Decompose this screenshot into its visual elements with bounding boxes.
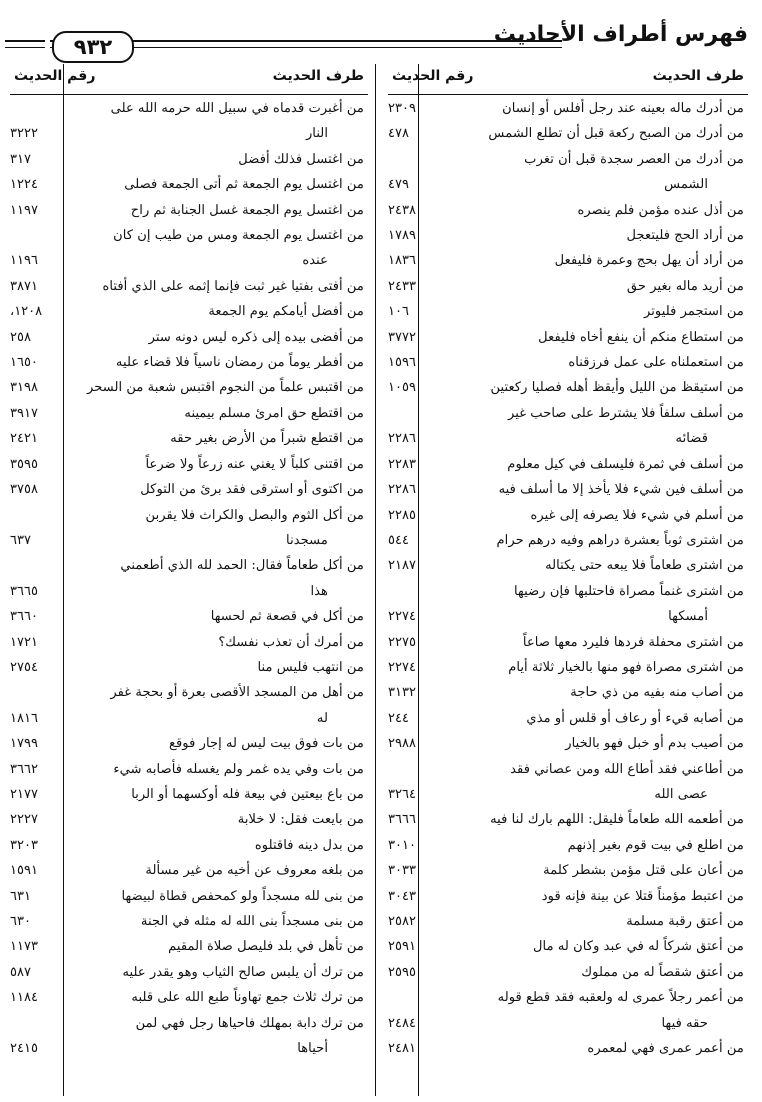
hadith-number: ٣٢٦٤ [388, 786, 416, 802]
hadith-number: ٤٧٨ [388, 126, 409, 142]
hadith-text: من اقتطع شبراً من الأرض بغير حقه [170, 431, 364, 447]
hadith-number: ١٠٦ [388, 304, 409, 320]
hadith-text-continued: عنده [302, 253, 328, 269]
hadith-number: ١٧٢١ [10, 634, 38, 650]
index-entry [388, 401, 748, 452]
hadith-text: من أمرك أن تعذب نفسك؟ [218, 634, 364, 650]
hadith-text: من بنى لله مسجداً ولو كمحفص قطاة لبيضها [121, 888, 364, 904]
hadith-text-continued: النار [305, 126, 328, 142]
index-entry [388, 248, 748, 273]
hadith-text: من اشترى غنماً مصراة فاحتلبها فإن رضيها [514, 583, 744, 599]
hadith-number: ٢٣٠٩ [388, 101, 416, 116]
hadith-number: ٥٤٤ [388, 532, 409, 548]
hadith-number: ٣٢٢٢ [10, 126, 38, 142]
hadith-number: ٣٥٩٥ [10, 456, 38, 472]
index-entry [388, 121, 748, 146]
hadith-text: من أعتق شركاً له في عبد وكان له مال [532, 939, 744, 955]
hadith-text: من أغبرت قدماه في سبيل الله حرمه الله على [110, 101, 364, 116]
index-entry [10, 350, 368, 375]
index-entry [10, 757, 368, 782]
index-entry [388, 909, 748, 934]
index-entry [388, 680, 748, 705]
hadith-number: ٦٣٧ [10, 532, 31, 548]
text-column-label: طرف الحديث [272, 68, 364, 84]
hadith-text: من بات فوق بيت ليس له إجار فوقع [168, 736, 364, 752]
hadith-number: ٣٨٧١ [10, 278, 38, 294]
right-column-header [388, 64, 748, 96]
index-entry [10, 452, 368, 477]
hadith-number: ٣٧٥٨ [10, 482, 38, 498]
hadith-text: من بدل دينه فاقتلوه [254, 837, 364, 853]
hadith-number: ٢٤٤ [388, 710, 409, 726]
hadith-text-continued: عصى الله [654, 786, 708, 802]
number-column-label: رقم الحديث [392, 68, 474, 84]
hadith-text: من أسلف فين شيء فلا يأخذ إلا ما أسلف فيه [498, 482, 744, 498]
hadith-text: من أكل طعاماً فقال: الحمد لله الذي أطعمني [120, 558, 364, 574]
hadith-text-continued: أحياها [297, 1041, 328, 1057]
hadith-number: ٢٤٣٨ [388, 202, 416, 218]
hadith-text: من أعمر عمرى فهي لمعمره [587, 1041, 744, 1057]
hadith-number: ٢٥٨ [10, 329, 31, 345]
column-divider [375, 64, 376, 1096]
index-entry [10, 375, 368, 400]
hadith-text: من باع بيعتين في بيعة فله أوكسهما أو الربا [131, 786, 364, 802]
index-entry [388, 477, 748, 502]
hadith-text: من بات وفي يده غمر ولم يغسله فأصابه شيء [113, 761, 364, 777]
index-entry [10, 680, 368, 731]
hadith-text-continued: الشمس [664, 177, 708, 193]
hadith-text-continued: قضائه [675, 431, 708, 447]
index-entry [388, 528, 748, 553]
index-entry [10, 884, 368, 909]
index-entry [10, 172, 368, 197]
hadith-text: من ترك دابة بمهلك فاحياها رجل فهي لمن [135, 1015, 364, 1031]
number-column-label: رقم الحديث [14, 68, 96, 84]
hadith-number: ٢٢٨٣ [388, 456, 416, 472]
hadith-number: ٣٧٧٢ [388, 329, 416, 345]
index-entry [10, 426, 368, 451]
hadith-text: من استطاع منكم أن ينفع أخاه فليفعل [538, 329, 744, 345]
hadith-text: من اغتسل فذلك أفضل [238, 151, 364, 167]
hadith-text: من اغتسل يوم الجمعة غسل الجنابة ثم راح [130, 202, 364, 218]
hadith-text: من اشترى طعاماً فلا يبعه حتى يكتاله [545, 558, 744, 574]
index-entry [10, 477, 368, 502]
hadith-text-continued: حقه فيها [661, 1015, 708, 1031]
hadith-number: ١١٩٧ [10, 202, 38, 218]
index-entry [10, 731, 368, 756]
hadith-number: ١٠٥٩ [388, 380, 416, 396]
index-entry [10, 96, 368, 147]
hadith-number: ٢٢٧٤ [388, 659, 416, 675]
hadith-text: من اطلع في بيت قوم بغير إذنهم [567, 837, 744, 853]
page-title: فهرس أطراف الأحاديث [493, 22, 748, 47]
hadith-text: من اغتسل يوم الجمعة ومس من طيب إن كان [113, 228, 364, 244]
index-entry [388, 223, 748, 248]
hadith-text: من اغتسل يوم الجمعة ثم أتى الجمعة فصلى [124, 177, 364, 193]
hadith-number: ٢٤٨١ [388, 1041, 416, 1057]
hadith-number: ٣٠٤٣ [388, 888, 416, 904]
header-rule-left [5, 40, 45, 48]
index-entry [388, 147, 748, 198]
hadith-number: ٢٤٢١ [10, 431, 38, 447]
hadith-text: من أصاب منه بفيه من ذي حاجة [570, 685, 744, 701]
hadith-number: ٢٤٣٣ [388, 278, 416, 294]
index-entry [10, 1011, 368, 1062]
hadith-text: من استجمر فليوتر [643, 304, 744, 320]
hadith-text: من اقتطع حق امرئ مسلم بيمينه [184, 405, 364, 421]
hadith-number: ١١٨٤ [10, 990, 38, 1006]
hadith-number: ٢٩٨٨ [388, 736, 416, 752]
hadith-text: من اقتبس علماً من النجوم اقتبس شعبة من السحر [86, 380, 364, 396]
index-entry [388, 350, 748, 375]
right-column [388, 64, 748, 1096]
hadith-number: ١٧٨٩ [388, 228, 416, 244]
index-entry [10, 630, 368, 655]
index-entry [388, 96, 748, 121]
index-entry [10, 274, 368, 299]
hadith-text: من بنى مسجداً بنى الله له مثله في الجنة [140, 914, 364, 929]
hadith-number: ٢١٧٧ [10, 786, 38, 802]
index-entry [10, 223, 368, 274]
hadith-text: من اشترى مصراة فهو منها بالخيار ثلاثة أيام [508, 659, 744, 675]
hadith-number: ٣٢٠٣ [10, 837, 38, 853]
hadith-text: من بلغه معروف عن أخيه من غير مسألة [145, 863, 364, 879]
hadith-number: ٢٥٩١ [388, 939, 416, 955]
hadith-text: من أصيب بدم أو خبل فهو بالخيار [565, 736, 744, 752]
index-entry [388, 731, 748, 756]
hadith-text: من اشترى محفلة فردها فليرد معها صاعاً [522, 634, 744, 650]
hadith-text: من أراد الحج فليتعجل [626, 228, 744, 244]
index-entry [10, 198, 368, 223]
hadith-text: من أفطر يوماً من رمضان ناسياً فلا قضاء عليه [115, 355, 364, 371]
hadith-text: من أسلف في ثمرة فليسلف في كيل معلوم [507, 456, 744, 472]
index-entry [10, 655, 368, 680]
index-entry [388, 1036, 748, 1061]
index-entry [388, 299, 748, 324]
hadith-number: ٢٢٨٦ [388, 431, 416, 447]
hadith-text: من ترك ثلاث جمع تهاوناً طبع الله على قلبه [131, 990, 364, 1006]
hadith-text: من ترك أن يلبس صالح الثياب وهو يقدر عليه [122, 964, 364, 980]
hadith-text: من استعملناه على عمل فرزقناه [568, 355, 744, 371]
hadith-text: من أطاعني فقد أطاع الله ومن عصاني فقد [510, 761, 744, 777]
index-entry [10, 401, 368, 426]
hadith-text: من أعمر رجلاً عمرى له ولعقبه فقد قطع قوله [497, 990, 744, 1006]
hadith-number: ٢١٨٧ [388, 558, 416, 574]
hadith-number: ٦٣١ [10, 888, 31, 904]
index-entry [388, 960, 748, 985]
index-entry [388, 706, 748, 731]
index-entry [388, 934, 748, 959]
index-entry [388, 884, 748, 909]
hadith-text: من بايعت فقل: لا خلابة [237, 812, 364, 828]
column-header-rule [10, 94, 368, 95]
hadith-number: ١٥٩٦ [388, 355, 416, 371]
hadith-number: ١٨٣٦ [388, 253, 416, 269]
hadith-number: ٣٩١٧ [10, 405, 38, 421]
hadith-text: من أطعمه الله طعاماً فليقل: اللهم بارك لنا فيه [490, 812, 744, 828]
index-entry [10, 299, 368, 324]
index-entry [10, 604, 368, 629]
index-entry [388, 833, 748, 858]
hadith-text: من اعتبط مؤمناً قتلا عن بينة فإنه قود [541, 888, 744, 904]
hadith-text: من أذل عنده مؤمن فلم ينصره [577, 202, 744, 218]
hadith-text-continued: مسجدنا [286, 532, 328, 548]
hadith-text: من اقتنى كلباً لا يغني عنه زرعاً ولا ضرعاً [145, 456, 364, 472]
index-entry [388, 375, 748, 400]
hadith-text: من انتهب فليس منا [257, 659, 364, 675]
index-entry [10, 782, 368, 807]
left-entry-list [10, 96, 368, 1061]
column-header-rule [388, 94, 748, 95]
hadith-number: ٣٦٦٢ [10, 761, 38, 777]
hadith-text: من أدرك من الصبح ركعة قبل أن تطلع الشمس [488, 126, 744, 142]
hadith-text-continued: هذا [310, 583, 328, 599]
right-entry-list [388, 96, 748, 1061]
hadith-text: من اكتوى أو استرقى فقد برئ من التوكل [140, 482, 364, 498]
hadith-number: ٣٠٣٣ [388, 863, 416, 879]
hadith-text: من أفضل أيامكم يوم الجمعة [208, 304, 364, 320]
hadith-number: ٢٤٨٤ [388, 1015, 416, 1031]
hadith-text-continued: أمسكها [668, 609, 708, 625]
hadith-text: من أعتق شقصاً له من مملوك [581, 964, 744, 980]
left-column [10, 64, 368, 1096]
hadith-number: ٦٣٠ [10, 914, 31, 929]
index-entry [388, 579, 748, 630]
index-entry [10, 325, 368, 350]
hadith-number: ٣١٣٢ [388, 685, 416, 701]
hadith-number: ٢٢٨٥ [388, 507, 416, 523]
hadith-text: من أريد ماله بغير حق [626, 278, 744, 294]
hadith-number: ١١٧٣ [10, 939, 38, 955]
hadith-number: ١٨١٦ [10, 710, 38, 726]
hadith-text: من أسلم في شيء فلا يصرفه إلى غيره [530, 507, 744, 523]
hadith-text: من أكل الثوم والبصل والكراث فلا يقربن [145, 507, 364, 523]
hadith-number: ١٦٥٠ [10, 355, 38, 371]
index-entry [388, 630, 748, 655]
hadith-text: من أعان على قتل مؤمن بشطر كلمة [543, 863, 744, 879]
hadith-number: ٢٢٧٥ [388, 634, 416, 650]
index-entry [10, 553, 368, 604]
hadith-number: ٢٢٨٦ [388, 482, 416, 498]
hadith-text: من أهل من المسجد الأقصى بعرة أو بحجة غفر [110, 685, 364, 701]
index-entry [388, 655, 748, 680]
hadith-number: ٣١٧ [10, 151, 31, 167]
hadith-text-continued: له [316, 710, 328, 726]
hadith-text: من أسلف سلفاً فلا يشترط على صاحب غير [507, 405, 744, 421]
hadith-text: من أدرك ماله بعينه عند رجل أفلس أو إنسان [502, 101, 744, 116]
hadith-text: من اشترى ثوباً بعشرة دراهم وفيه درهم حرام [496, 532, 744, 548]
hadith-text: من أفتى بفتيا غير ثبت فإنما إثمه على الذي أفتاه [102, 278, 364, 294]
index-entry [10, 934, 368, 959]
hadith-number: ٤٧٩ [388, 177, 409, 193]
index-entry [388, 503, 748, 528]
left-column-header [10, 64, 368, 96]
hadith-number: ٢٥٩٥ [388, 964, 416, 980]
hadith-number: ٢٢٧٤ [388, 609, 416, 625]
index-entry [10, 960, 368, 985]
hadith-text: من أراد أن يهل بحج وعمرة فليفعل [554, 253, 744, 269]
index-entry [388, 553, 748, 578]
index-entry [10, 147, 368, 172]
hadith-number: ٣٠١٠ [388, 837, 416, 853]
index-entry [388, 807, 748, 832]
hadith-number: ١١٩٦ [10, 253, 38, 269]
hadith-number: ٢٧٥٤ [10, 659, 38, 675]
page-number: ٩٣٢ [52, 31, 134, 63]
hadith-text: من أدرك من العصر سجدة قبل أن تغرب [524, 151, 744, 167]
index-entry [10, 833, 368, 858]
index-entry [388, 757, 748, 808]
hadith-number: ٣٦٦٠ [10, 609, 38, 625]
index-entry [10, 909, 368, 934]
hadith-number: ٢٥٨٢ [388, 914, 416, 929]
hadith-number: ٢٢٢٧ [10, 812, 38, 828]
hadith-number: ٣٦٦٥ [10, 583, 38, 599]
hadith-number: ٣٦٦٦ [388, 812, 416, 828]
index-entry [388, 325, 748, 350]
hadith-number: ١٢٢٤ [10, 177, 38, 193]
hadith-text: من أصابه قيء أو رعاف أو قلس أو مذي [526, 710, 744, 726]
index-entry [388, 985, 748, 1036]
hadith-number: ١٢٠٨، [10, 304, 43, 320]
hadith-number: ٥٨٧ [10, 964, 31, 980]
hadith-number: ٢٤١٥ [10, 1041, 38, 1057]
index-entry [10, 503, 368, 554]
hadith-text: من أعتق رقبة مسلمة [626, 914, 744, 929]
index-entry [388, 198, 748, 223]
index-entry [10, 858, 368, 883]
hadith-text: من استيقظ من الليل وأيقظ أهله فصليا ركعتين [490, 380, 744, 396]
index-entry [10, 807, 368, 832]
hadith-number: ٣١٩٨ [10, 380, 38, 396]
index-entry [388, 858, 748, 883]
index-entry [10, 985, 368, 1010]
hadith-number: ١٧٩٩ [10, 736, 38, 752]
hadith-text: من أفضى بيده إلى ذكره ليس دونه ستر [148, 329, 364, 345]
hadith-text: من تأهل في بلد فليصل صلاة المقيم [168, 939, 364, 955]
hadith-text: من أكل في قصعة ثم لحسها [210, 609, 364, 625]
text-column-label: طرف الحديث [652, 68, 744, 84]
index-entry [388, 274, 748, 299]
index-entry [388, 452, 748, 477]
hadith-number: ١٥٩١ [10, 863, 38, 879]
